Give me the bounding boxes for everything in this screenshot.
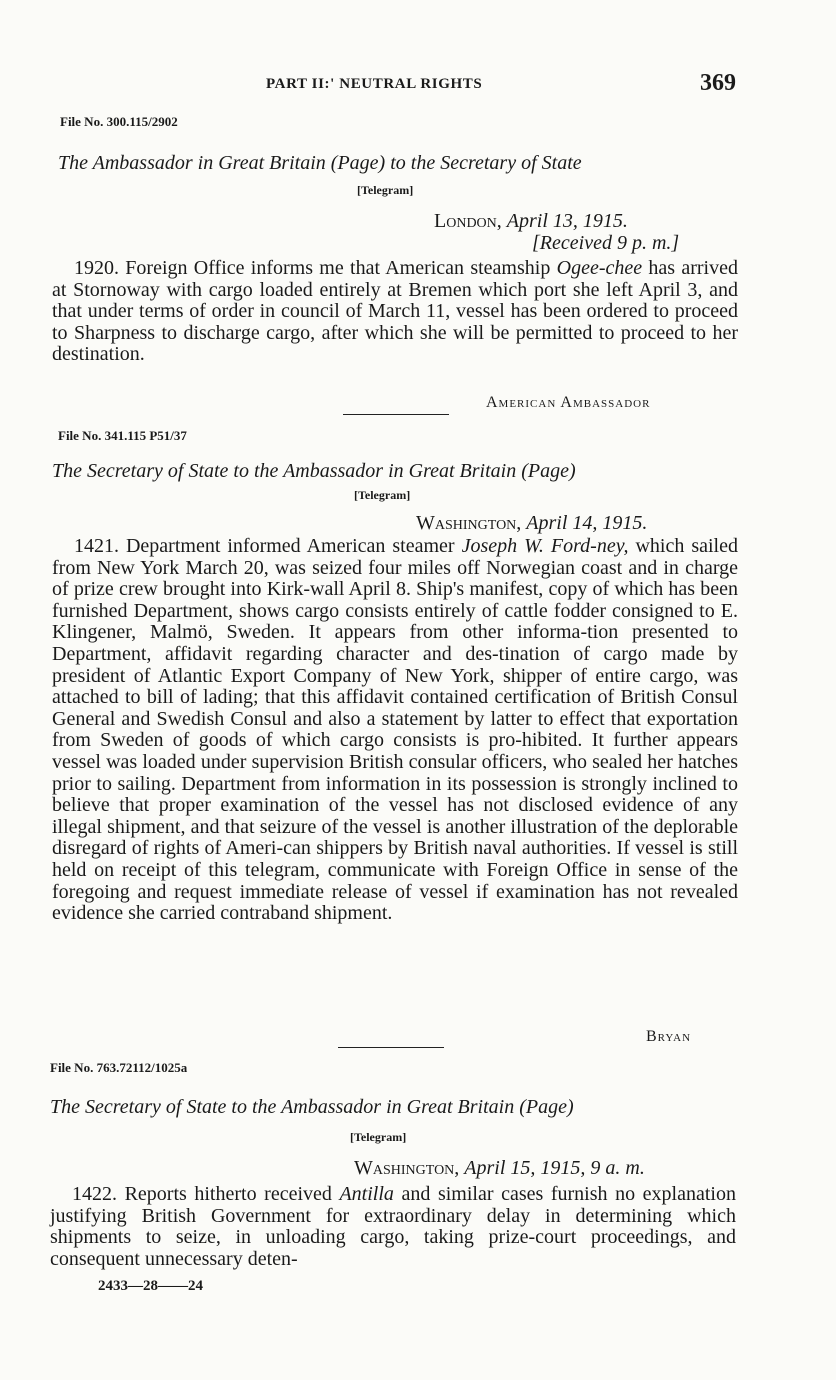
dateline-2 [416, 512, 647, 535]
page-number: 369 [700, 70, 736, 96]
body-text: 1920. Foreign Office informs me that American steamship [74, 257, 557, 279]
heading-recipient: Page [527, 460, 569, 482]
heading-recipient: Page [337, 152, 379, 174]
heading-text: The Secretary of State to the Ambassador in Great Britain ( [52, 460, 528, 482]
received-text: [Received 9 p. m.] [532, 232, 680, 254]
ship-name: Antilla [339, 1183, 394, 1205]
document-heading-1 [58, 152, 582, 175]
telegram-label-1: [Telegram] [357, 183, 414, 197]
section-divider [343, 414, 449, 415]
body-text: has arrived at Stornoway with cargo loaded entirely at Bremen which port she left April 3, and that under terms of order in council of March 11, vessel has been ordered to proceed to Sharpness to discharge cargo, after which she will be permitted to proceed to her destination. [52, 257, 738, 366]
file-number-3: File No. 763.72112/1025a [50, 1060, 188, 1075]
ship-name: Ogee-chee [556, 257, 643, 279]
dateline-date: April 14, 1915. [526, 512, 648, 534]
body-text: 1421. Department informed American steamer [74, 535, 462, 557]
heading-text-end: ) [568, 460, 576, 482]
dateline-3 [354, 1157, 645, 1180]
section-divider [338, 1047, 444, 1048]
ship-name: Joseph W. Ford-ney, [461, 535, 629, 557]
signature-1: American Ambassador [486, 394, 651, 411]
heading-text-end: ) [566, 1096, 574, 1118]
body-text: and similar cases furnish no explanation justifying British Government for extraordinary delay in determining which shipments to seize, in unloading cargo, taking prize-court proceedings, and consequent unnecessary deten- [50, 1183, 736, 1270]
dateline-place: London, [434, 210, 502, 232]
file-number-2: File No. 341.115 P51/37 [58, 428, 187, 443]
telegram-label-3: [Telegram] [350, 1130, 407, 1144]
telegram-body-1 [52, 258, 738, 366]
telegram-body-2 [52, 536, 738, 925]
running-head: PART II:' NEUTRAL RIGHTS [266, 76, 483, 92]
dateline-date: April 13, 1915. [506, 210, 628, 232]
dateline-place: Washington, [354, 1157, 460, 1179]
body-text: which sailed from New York March 20, was seized four miles off Norwegian coast and in charge of prize crew brought into Kirk-wall April 8. Ship's manifest, copy of which has been furnished Department, shows cargo consists entirely of cattle fodder consigned to E. Klingener, Malmö, Sweden. It appears from other informa-tion presented to Department, affidavit regarding character and des-tination of cargo made by president of Atlantic Export Company of New York, shipper of entire cargo, was attached to bill of lading; that this affidavit contained certification of British Consul General and Swedish Consul and also a statement by latter to effect that exportation from Sweden of goods of which cargo consists is pro-hibited. It further appears vessel was loaded under supervision British consular officers, who sealed her hatches prior to sailing. Department from information in its possession is strongly inclined to believe that proper examination of the vessel has not disclosed evidence of any illegal shipment, and that seizure of the vessel is another illustration of the deplorable disregard of rights of Ameri-can shippers by British naval authorities. If vessel is still held on receipt of this telegram, communicate with Foreign Office in sense of the foregoing and request immediate release of vessel if examination has not revealed evidence she carried contraband shipment. [52, 535, 738, 925]
heading-text: The Ambassador in Great Britain ( [58, 152, 338, 174]
body-text: 1422. Reports hitherto received [72, 1183, 340, 1205]
dateline-1 [434, 210, 628, 233]
signature-2: Bryan [646, 1028, 692, 1045]
printer-code: 2433—28——24 [98, 1278, 203, 1294]
heading-text-end: ) to the Secretary of State [378, 152, 582, 174]
dateline-date: April 15, 1915, 9 a. m. [464, 1157, 645, 1179]
telegram-label-2: [Telegram] [354, 488, 411, 502]
file-number-1: File No. 300.115/2902 [60, 114, 178, 129]
telegram-body-3 [50, 1184, 736, 1270]
heading-text: The Secretary of State to the Ambassador in Great Britain ( [50, 1096, 526, 1118]
received-note-1 [532, 232, 679, 255]
dateline-place: Washington, [416, 512, 522, 534]
heading-recipient: Page [525, 1096, 567, 1118]
document-heading-3 [50, 1096, 574, 1119]
document-heading-2 [52, 460, 576, 483]
